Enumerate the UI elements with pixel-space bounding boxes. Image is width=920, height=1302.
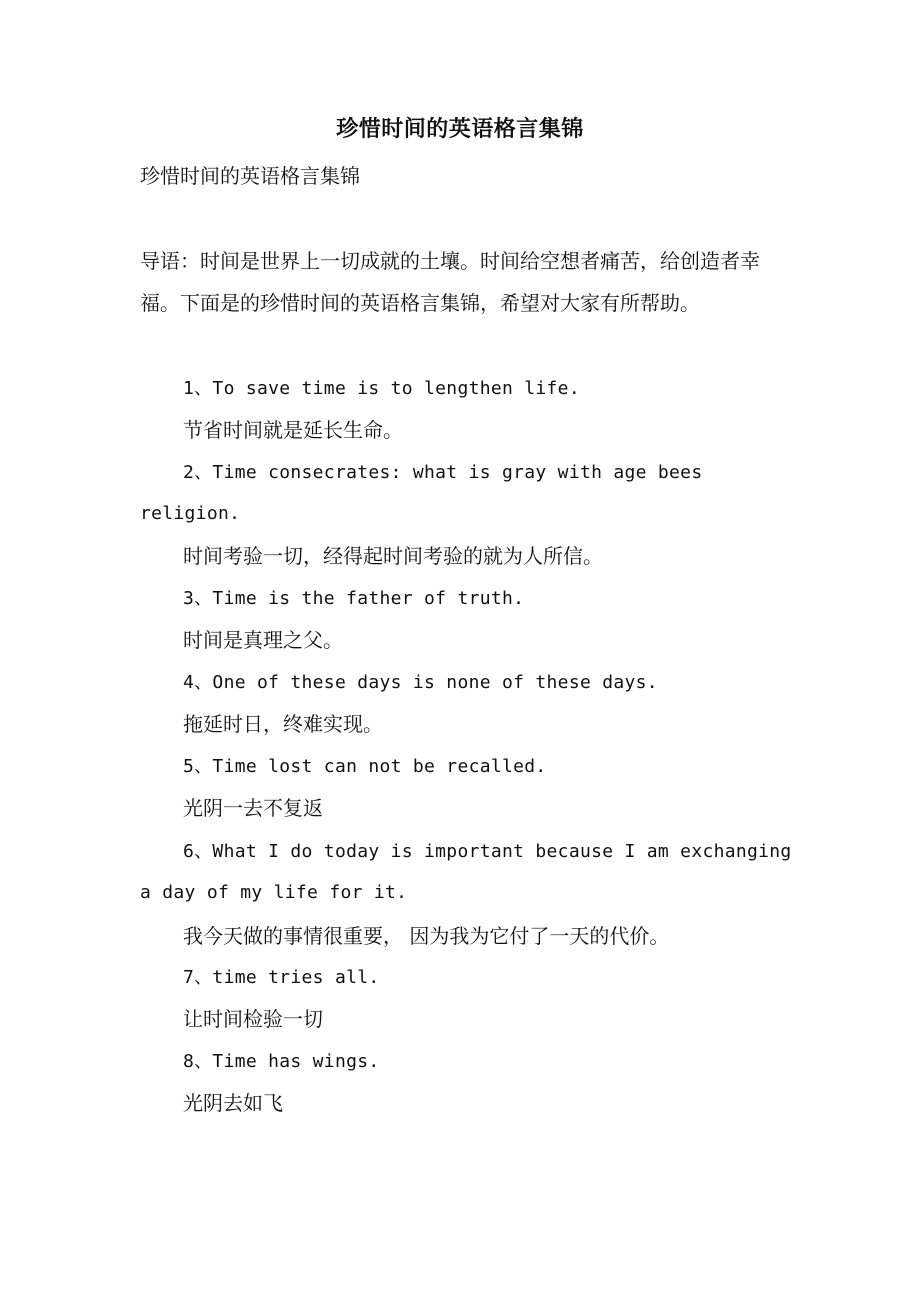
quote-8-english: 8、Time has wings. (183, 1051, 380, 1072)
quote-4-english: 4、One of these days is none of these days. (183, 672, 658, 693)
quote-4-chinese: 拖延时日，终难实现。 (183, 712, 383, 736)
quote-1-chinese: 节省时间就是延长生命。 (183, 418, 403, 442)
quote-1-english: 1、To save time is to lengthen life. (183, 378, 580, 399)
quote-3-chinese: 时间是真理之父。 (183, 628, 343, 652)
quote-2-chinese: 时间考验一切，经得起时间考验的就为人所信。 (183, 544, 603, 568)
document-title: 珍惜时间的英语格言集锦 (336, 116, 584, 142)
quote-8-chinese: 光阴去如飞 (183, 1091, 283, 1115)
quote-2-english: 2、Time consecrates: what is gray with age bees (183, 462, 703, 483)
quote-6-english-continued: a day of my life for it. (140, 882, 408, 903)
quote-7-chinese: 让时间检验一切 (183, 1007, 323, 1031)
quote-7-english: 7、time tries all. (183, 967, 380, 988)
quote-5-english: 5、Time lost can not be recalled. (183, 756, 547, 777)
quote-2-english-continued: religion. (140, 503, 241, 524)
quote-3-english: 3、Time is the father of truth. (183, 588, 525, 609)
quote-6-chinese: 我今天做的事情很重要， 因为我为它付了一天的代价。 (183, 924, 670, 948)
quote-6-english: 6、What I do today is important because I am exchanging (183, 841, 792, 862)
quote-5-chinese: 光阴一去不复返 (183, 796, 323, 820)
intro-paragraph: 导语：时间是世界上一切成就的土壤。时间给空想者痛苦，给创造者幸福。下面是的珍惜时间的英语格言集锦，希望对大家有所帮助。 (140, 249, 760, 315)
document-subtitle: 珍惜时间的英语格言集锦 (140, 164, 360, 188)
